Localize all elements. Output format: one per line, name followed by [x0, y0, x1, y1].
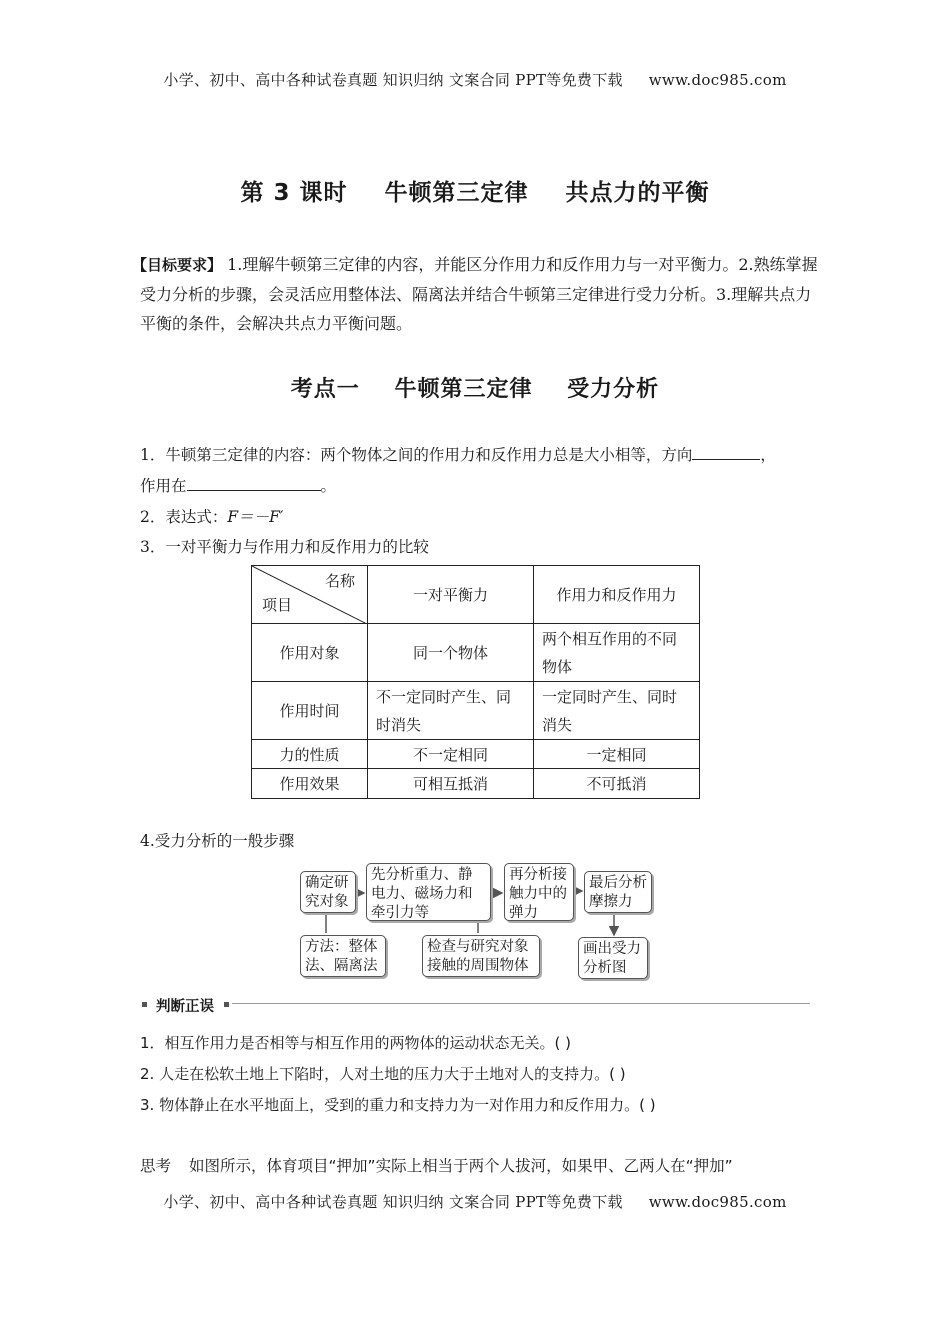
judge-question-1: 1．相互作用力是否相等与相互作用的两物体的运动状态无关。( ) — [140, 1034, 572, 1052]
think-text: 如图所示，体育项目“押加”实际上相当于两个人拔河，如果甲、乙两人在“押加” — [189, 1157, 733, 1175]
blank-acting-on[interactable] — [187, 474, 321, 491]
row-name: 作用时间 — [252, 682, 368, 740]
page-title — [0, 174, 950, 207]
check-box: 检查与研究对象接触的周围物体 — [422, 935, 540, 977]
judge-question-2: 2. 人走在松软土地上下陷时，人对土地的压力大于土地对人的支持力。( ) — [140, 1065, 626, 1083]
cell-balance: 不一定同时产生、同时消失 — [368, 682, 534, 740]
think-label: 思考 — [140, 1157, 172, 1175]
page-footer — [0, 1191, 950, 1212]
goal-text: 1.理解牛顿第三定律的内容，并能区分作用力和反作用力与一对平衡力。2.熟练掌握受力分析的步骤，会灵活应用整体法、隔离法并结合牛顿第三定律进行受力分析。3.理解共点力平衡的条件，会解决共点力平衡问题。 — [140, 255, 818, 333]
corner-top-label: 名称 — [324, 572, 355, 590]
goal-paragraph — [132, 250, 820, 338]
table-row — [252, 682, 700, 740]
bullet-square — [142, 1002, 147, 1007]
draw-box: 画出受力分析图 — [578, 937, 648, 979]
cell-action-reaction: 两个相互作用的不同物体 — [534, 624, 700, 682]
step-box-2: 先分析重力、静电力、磁场力和牵引力等 — [366, 863, 491, 921]
flow-diagram — [298, 863, 668, 983]
col-header-balance: 一对平衡力 — [368, 566, 534, 624]
corner-cell — [252, 566, 368, 624]
step-box-4: 最后分析摩擦力 — [584, 871, 652, 913]
item-1-comma: ， — [760, 446, 776, 464]
row-name: 作用对象 — [252, 624, 368, 682]
footer-site[interactable]: www.doc985.com — [648, 1193, 787, 1211]
table-row — [252, 740, 700, 769]
method-box: 方法：整体法、隔离法 — [300, 935, 386, 977]
judge-question-3: 3. 物体静止在水平地面上，受到的重力和支持力为一对作用力和反作用力。( ) — [140, 1096, 656, 1114]
table-header-row — [252, 566, 700, 624]
footer-text: 小学、初中、高中各种试卷真题 知识归纳 文案合同 PPT等免费下载 — [163, 1193, 623, 1211]
row-name: 作用效果 — [252, 769, 368, 799]
page-header — [0, 69, 950, 90]
step-box-3: 再分析接触力中的弹力 — [504, 863, 574, 921]
col-header-action-reaction: 作用力和反作用力 — [534, 566, 700, 624]
item-1 — [140, 440, 830, 502]
comparison-table — [251, 565, 700, 799]
title-topic-2: 共点力的平衡 — [565, 180, 710, 206]
cell-balance: 不一定相同 — [368, 740, 534, 769]
formula: F＝－F′ — [227, 508, 284, 526]
judge-section-bar — [140, 997, 810, 1013]
blank-direction[interactable] — [692, 443, 760, 460]
item-2-text: 2．表达式： — [140, 508, 228, 526]
section-number: 考点一 — [290, 377, 360, 402]
section-topic-1: 牛顿第三定律 — [394, 377, 533, 402]
cell-balance: 同一个物体 — [368, 624, 534, 682]
table-row — [252, 769, 700, 799]
cell-balance: 可相互抵消 — [368, 769, 534, 799]
section-topic-2: 受力分析 — [567, 377, 660, 402]
item-3: 3．一对平衡力与作用力和反作用力的比较 — [140, 538, 429, 556]
table-row — [252, 624, 700, 682]
cell-action-reaction: 一定同时产生、同时消失 — [534, 682, 700, 740]
goal-label: 【目标要求】 — [132, 256, 223, 274]
steps-heading: 4.受力分析的一般步骤 — [140, 832, 295, 850]
cell-action-reaction: 不可抵消 — [534, 769, 700, 799]
title-lesson: 第 3 课时 — [240, 180, 348, 206]
item-2 — [140, 502, 830, 533]
divider — [232, 1003, 810, 1004]
item-1-text: 1．牛顿第三定律的内容：两个物体之间的作用力和反作用力总是大小相等，方向 — [140, 446, 693, 464]
cell-action-reaction: 一定相同 — [534, 740, 700, 769]
header-text: 小学、初中、高中各种试卷真题 知识归纳 文案合同 PPT等免费下载 — [163, 71, 623, 89]
bullet-square — [224, 1002, 229, 1007]
section-heading — [0, 372, 950, 403]
title-topic-1: 牛顿第三定律 — [384, 180, 529, 206]
think-paragraph — [140, 1154, 733, 1176]
judge-label: 判断正误 — [156, 999, 214, 1015]
row-name: 力的性质 — [252, 740, 368, 769]
item-1-text-2: 作用在 — [140, 477, 187, 495]
item-1-period: 。 — [320, 477, 337, 495]
step-box-1: 确定研究对象 — [300, 871, 356, 913]
corner-bottom-label: 项目 — [262, 596, 293, 614]
header-site[interactable]: www.doc985.com — [648, 71, 787, 89]
